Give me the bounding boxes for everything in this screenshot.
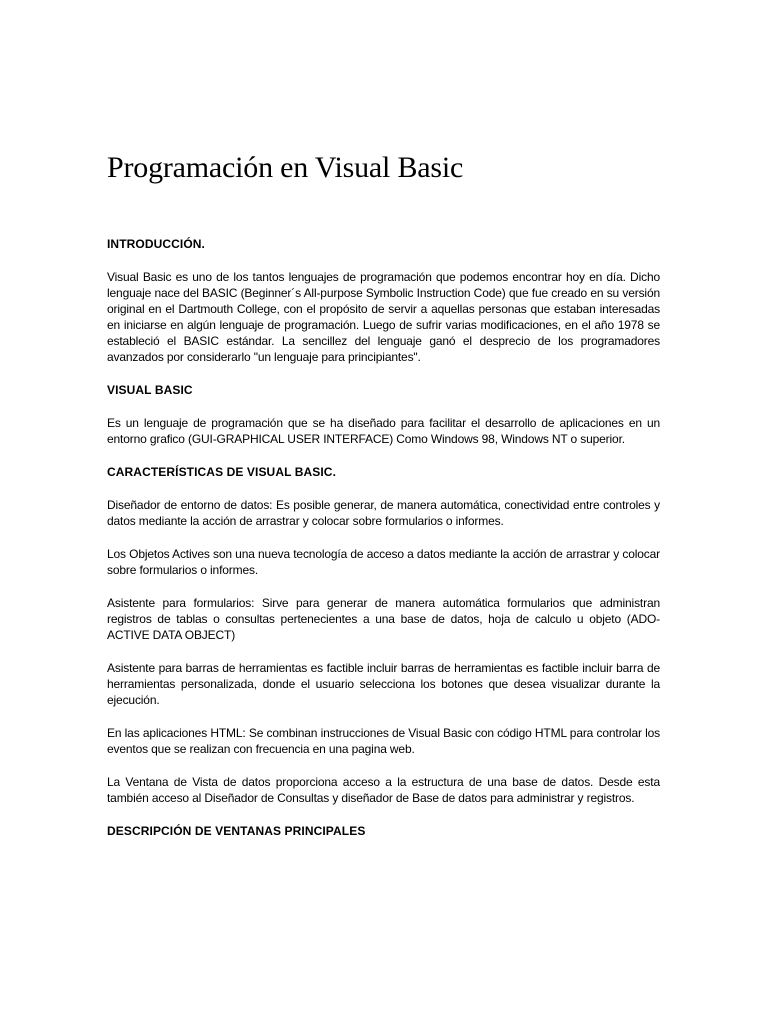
section-heading-introduccion: INTRODUCCIÓN. — [107, 237, 205, 251]
document-body — [107, 236, 660, 839]
paragraph-asistente-barras: Asistente para barras de herramientas es factible incluir barras de herramientas es factible incluir barra de herramientas personalizada, donde el usuario selecciona los botones que desea visualizar durante la ejecución. — [107, 661, 660, 707]
paragraph-visual-basic: Es un lenguaje de programación que se ha diseñado para facilitar el desarrollo de aplicaciones en un entorno grafico (GUI-GRAPHICAL USER INTERFACE) Como Windows 98, Windows NT o superior. — [107, 416, 660, 446]
paragraph-asistente-formularios: Asistente para formularios: Sirve para generar de manera automática formularios que administran registros de tablas o consultas pertenecientes a una base de datos, hoja de calculo u objeto (ADO-ACTIVE DATA OBJECT) — [107, 596, 660, 642]
paragraph-introduccion: Visual Basic es uno de los tantos lenguajes de programación que podemos encontrar hoy en día. Dicho lenguaje nace del BASIC (Beginner´s All-purpose Symbolic Instruction Code) que fue creado en su versión original en el Dartmouth College, con el propósito de servir a aquellas personas que estaban interesadas en iniciarse en algún lenguaje de programación. Luego de sufrir varias modificaciones, en el año 1978 se estableció el BASIC estándar. La sencillez del lenguaje ganó el desprecio de los programadores avanzados por considerarlo "un lenguaje para principiantes". — [107, 270, 660, 364]
section-heading-caracteristicas: CARACTERÍSTICAS DE VISUAL BASIC. — [107, 465, 336, 479]
section-heading-visual-basic: VISUAL BASIC — [107, 383, 193, 397]
section-heading-ventanas-principales: DESCRIPCIÓN DE VENTANAS PRINCIPALES — [107, 824, 366, 838]
paragraph-vista-datos: La Ventana de Vista de datos proporciona acceso a la estructura de una base de datos. Desde esta también acceso al Diseñador de Consultas y diseñador de Base de datos para administrar y registros. — [107, 775, 660, 805]
paragraph-objetos-actives: Los Objetos Actives son una nueva tecnología de acceso a datos mediante la acción de arrastrar y colocar sobre formularios o informes. — [107, 547, 660, 577]
paragraph-diseñador-entorno: Diseñador de entorno de datos: Es posible generar, de manera automática, conectividad entre controles y datos mediante la acción de arrastrar y colocar sobre formularios o informes. — [107, 498, 660, 528]
document-title: Programación en Visual Basic — [107, 151, 464, 184]
paragraph-aplicaciones-html: En las aplicaciones HTML: Se combinan instrucciones de Visual Basic con código HTML para controlar los eventos que se realizan con frecuencia en una pagina web. — [107, 726, 660, 756]
